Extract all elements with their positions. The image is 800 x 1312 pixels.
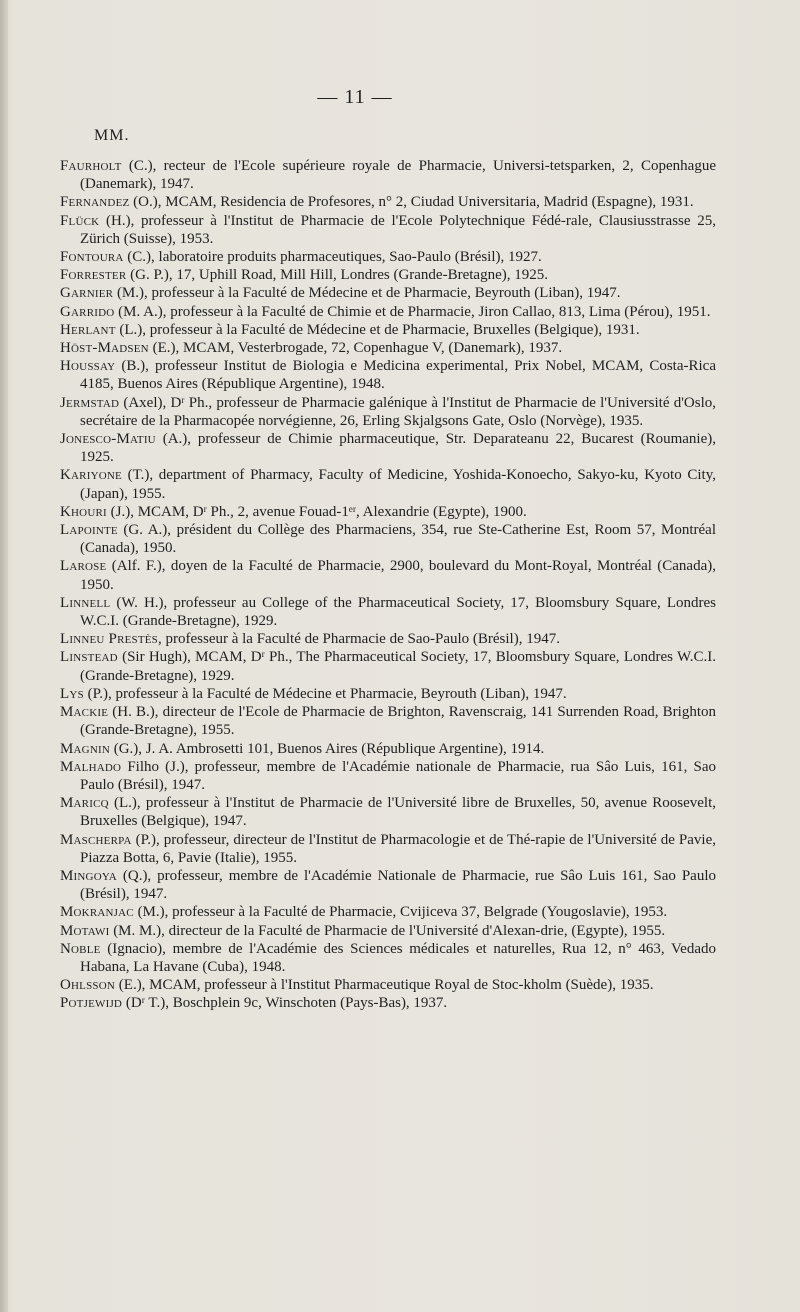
list-item: [60, 903, 716, 921]
list-item: [60, 703, 716, 739]
member-name: Faurholt: [60, 158, 122, 174]
list-item: [60, 994, 716, 1012]
list-item: [60, 740, 716, 758]
member-name: Maricq: [60, 795, 109, 812]
member-name: Fontoura: [60, 249, 124, 266]
page-number: — 11 —: [317, 86, 393, 108]
member-name: Forrester: [60, 267, 127, 284]
member-name: Mokranjac: [60, 904, 134, 921]
member-details: (Alf. F.), doyen de la Faculté de Pharmacie, 2900, boulevard du Mont-Royal, Montréal (Canada), 1950.: [80, 558, 716, 593]
member-details: (B.), professeur Institut de Biologia e Medicina experimental, Prix Nobel, MCAM, Costa-Rica 4185, Buenos Aires (République Argentine), 1948.: [80, 358, 716, 393]
member-details: (W. H.), professeur au College of the Pharmaceutical Society, 17, Bloomsbury Square, Londres W.C.I. (Grande-Bretagne), 1929.: [80, 594, 716, 630]
member-name: Linnell: [60, 594, 111, 611]
list-item: [60, 922, 716, 940]
member-details: (E.), MCAM, professeur à l'Institut Pharmaceutique Royal de Stoc-kholm (Suède), 1935.: [115, 977, 654, 994]
list-item: [60, 466, 716, 502]
list-item: [60, 503, 716, 521]
member-details: (J.), MCAM, Dʳ Ph., 2, avenue Fouad-1ᵉʳ, Alexandrie (Egypte), 1900.: [106, 503, 527, 520]
member-details: (E.), MCAM, Vesterbrogade, 72, Copenhague V, (Danemark), 1937.: [148, 340, 563, 357]
member-details: (Sir Hugh), MCAM, Dʳ Ph., The Pharmaceutical Society, 17, Bloomsbury Square, Londres W.C.I. (Grande-Bretagne), 1929.: [80, 649, 716, 684]
list-item: [60, 794, 716, 830]
member-details: (Dʳ T.), Boschplein 9c, Winschoten (Pays-Bas), 1937.: [122, 995, 448, 1012]
list-item: [60, 940, 716, 976]
member-name: Fernandez: [60, 194, 130, 211]
list-item: [60, 430, 716, 466]
member-name: Höst-Madsen: [60, 340, 149, 357]
member-name: Herlant: [60, 321, 116, 338]
list-item: [60, 339, 716, 357]
member-name: Ohlsson: [60, 977, 116, 994]
member-details: (P.), professeur, directeur de l'Institut de Pharmacologie et de Thé-rapie de l'Université de Pavie, Piazza Botta, 6, Pavie (Italie), 1955.: [80, 831, 716, 866]
member-name: Lys: [60, 685, 84, 702]
member-details: (M. M.), directeur de la Faculté de Pharmacie de l'Université d'Alexan-drie, (Egypte), 1955.: [109, 922, 666, 939]
member-details: (O.), MCAM, Residencia de Profesores, n° 2, Ciudad Universitaria, Madrid (Espagne), 1931.: [129, 194, 694, 211]
member-name: Mascherpa: [60, 831, 132, 848]
member-name: Jermstad: [60, 394, 120, 411]
member-name: Garrido: [60, 303, 115, 320]
list-item: [60, 357, 716, 393]
member-name: Motawi: [60, 922, 110, 939]
member-name: Mingoya: [60, 867, 117, 884]
list-item: [60, 284, 716, 302]
list-item: [60, 867, 716, 903]
member-name: Lapointe: [60, 522, 118, 539]
list-item: [60, 976, 716, 994]
list-item: [60, 630, 716, 648]
member-details: (T.), department of Pharmacy, Faculty of Medicine, Yoshida-Konoecho, Sakyo-ku, Kyoto City, (Japan), 1955.: [80, 467, 716, 502]
member-details: (H. B.), directeur de l'Ecole de Pharmacie de Brighton, Ravenscraig, 141 Surrenden Road, Brighton (Grande-Bretagne), 1955.: [80, 704, 716, 739]
list-item: [60, 193, 716, 211]
member-details: (G. A.), président du Collège des Pharmaciens, 354, rue Ste-Catherine Est, Room 57, Montréal (Canada), 1950.: [80, 522, 716, 557]
member-name: Linstead: [60, 649, 118, 666]
list-item: [60, 685, 716, 703]
member-details: (A.), professeur de Chimie pharmaceutique, Str. Deparateanu 22, Bucarest (Roumanie), 1925.: [80, 431, 716, 466]
list-item: [60, 394, 716, 430]
member-details: , professeur à la Faculté de Pharmacie de Sao-Paulo (Brésil), 1947.: [158, 631, 560, 648]
member-details: (M.), professeur à la Faculté de Médecine et de Pharmacie, Beyrouth (Liban), 1947.: [113, 285, 621, 302]
member-details: (Q.), professeur, membre de l'Académie Nationale de Pharmacie, rue Sâo Luis 161, Sao Paulo (Brésil), 1947.: [80, 867, 716, 903]
member-name: Malhado: [60, 758, 122, 775]
list-item: [60, 266, 716, 284]
list-item: [60, 594, 716, 630]
member-name: Larose: [60, 558, 107, 575]
member-name: Houssay: [60, 358, 116, 375]
list-item: [60, 157, 716, 193]
list-item: [60, 303, 716, 321]
member-details: (G.), J. A. Ambrosetti 101, Buenos Aires (République Argentine), 1914.: [109, 740, 545, 757]
member-details: (G. P.), 17, Uphill Road, Mill Hill, Londres (Grande-Bretagne), 1925.: [126, 267, 548, 284]
member-name: Jonesco-Matiu: [60, 431, 156, 448]
member-details: (Ignacio), membre de l'Académie des Sciences médicales et naturelles, Rua 12, n° 463, Vedado Habana, La Havane (Cuba), 1948.: [80, 940, 716, 975]
member-name: Khouri: [60, 503, 107, 520]
member-name: Flück: [60, 212, 100, 229]
member-name: Mackie: [60, 704, 109, 721]
member-details: (L.), professeur à l'Institut de Pharmacie de l'Université libre de Bruxelles, 50, avenue Roosevelt, Bruxelles (Belgique), 1947.: [80, 795, 716, 830]
list-item: [60, 831, 716, 867]
list-item: [60, 758, 716, 794]
member-list: [60, 157, 716, 1013]
member-details: (H.), professeur à l'Institut de Pharmacie de l'Ecole Polytechnique Fédé-rale, Clausiusstrasse 25, Zürich (Suisse), 1953.: [80, 212, 716, 247]
member-name: Magnin: [60, 740, 110, 757]
member-name: Kariyone: [60, 467, 122, 484]
member-name: Garnier: [60, 285, 114, 302]
member-details: (C.), laboratoire produits pharmaceutiques, Sao-Paulo (Brésil), 1927.: [123, 249, 542, 266]
member-details: (M. A.), professeur à la Faculté de Chimie et de Pharmacie, Jiron Callao, 813, Lima (Pérou), 1951.: [114, 303, 711, 320]
member-details: (L.), professeur à la Faculté de Médecine et de Pharmacie, Bruxelles (Belgique), 1931.: [115, 321, 640, 338]
member-name: Linneu Prestès: [60, 631, 158, 648]
list-item: [60, 648, 716, 684]
member-details: (M.), professeur à la Faculté de Pharmacie, Cvijiceva 37, Belgrade (Yougoslavie), 1953.: [133, 904, 668, 921]
member-details: Filho (J.), professeur, membre de l'Académie nationale de Pharmacie, rua Sâo Luis, 161, Sao Paulo (Brésil), 1947.: [80, 758, 716, 793]
list-item: [60, 321, 716, 339]
member-name: Potjewijd: [60, 995, 123, 1012]
list-item: [60, 521, 716, 557]
salutation: MM.: [94, 127, 130, 144]
member-details: (C.), recteur de l'Ecole supérieure royale de Pharmacie, Universi-tetsparken, 2, Copenhague (Danemark), 1947.: [80, 158, 716, 193]
list-item: [60, 557, 716, 593]
list-item: [60, 212, 716, 248]
member-details: (P.), professeur à la Faculté de Médecine et Pharmacie, Beyrouth (Liban), 1947.: [83, 685, 567, 702]
list-item: [60, 248, 716, 266]
member-details: (Axel), Dʳ Ph., professeur de Pharmacie galénique à l'Institut de Pharmacie de l'Université d'Oslo, secrétaire de la Pharmacopée norvégienne, 26, Erling Skjalgsons Gate, Oslo (Norvège), 1935.: [80, 394, 716, 429]
member-name: Noble: [60, 940, 101, 957]
